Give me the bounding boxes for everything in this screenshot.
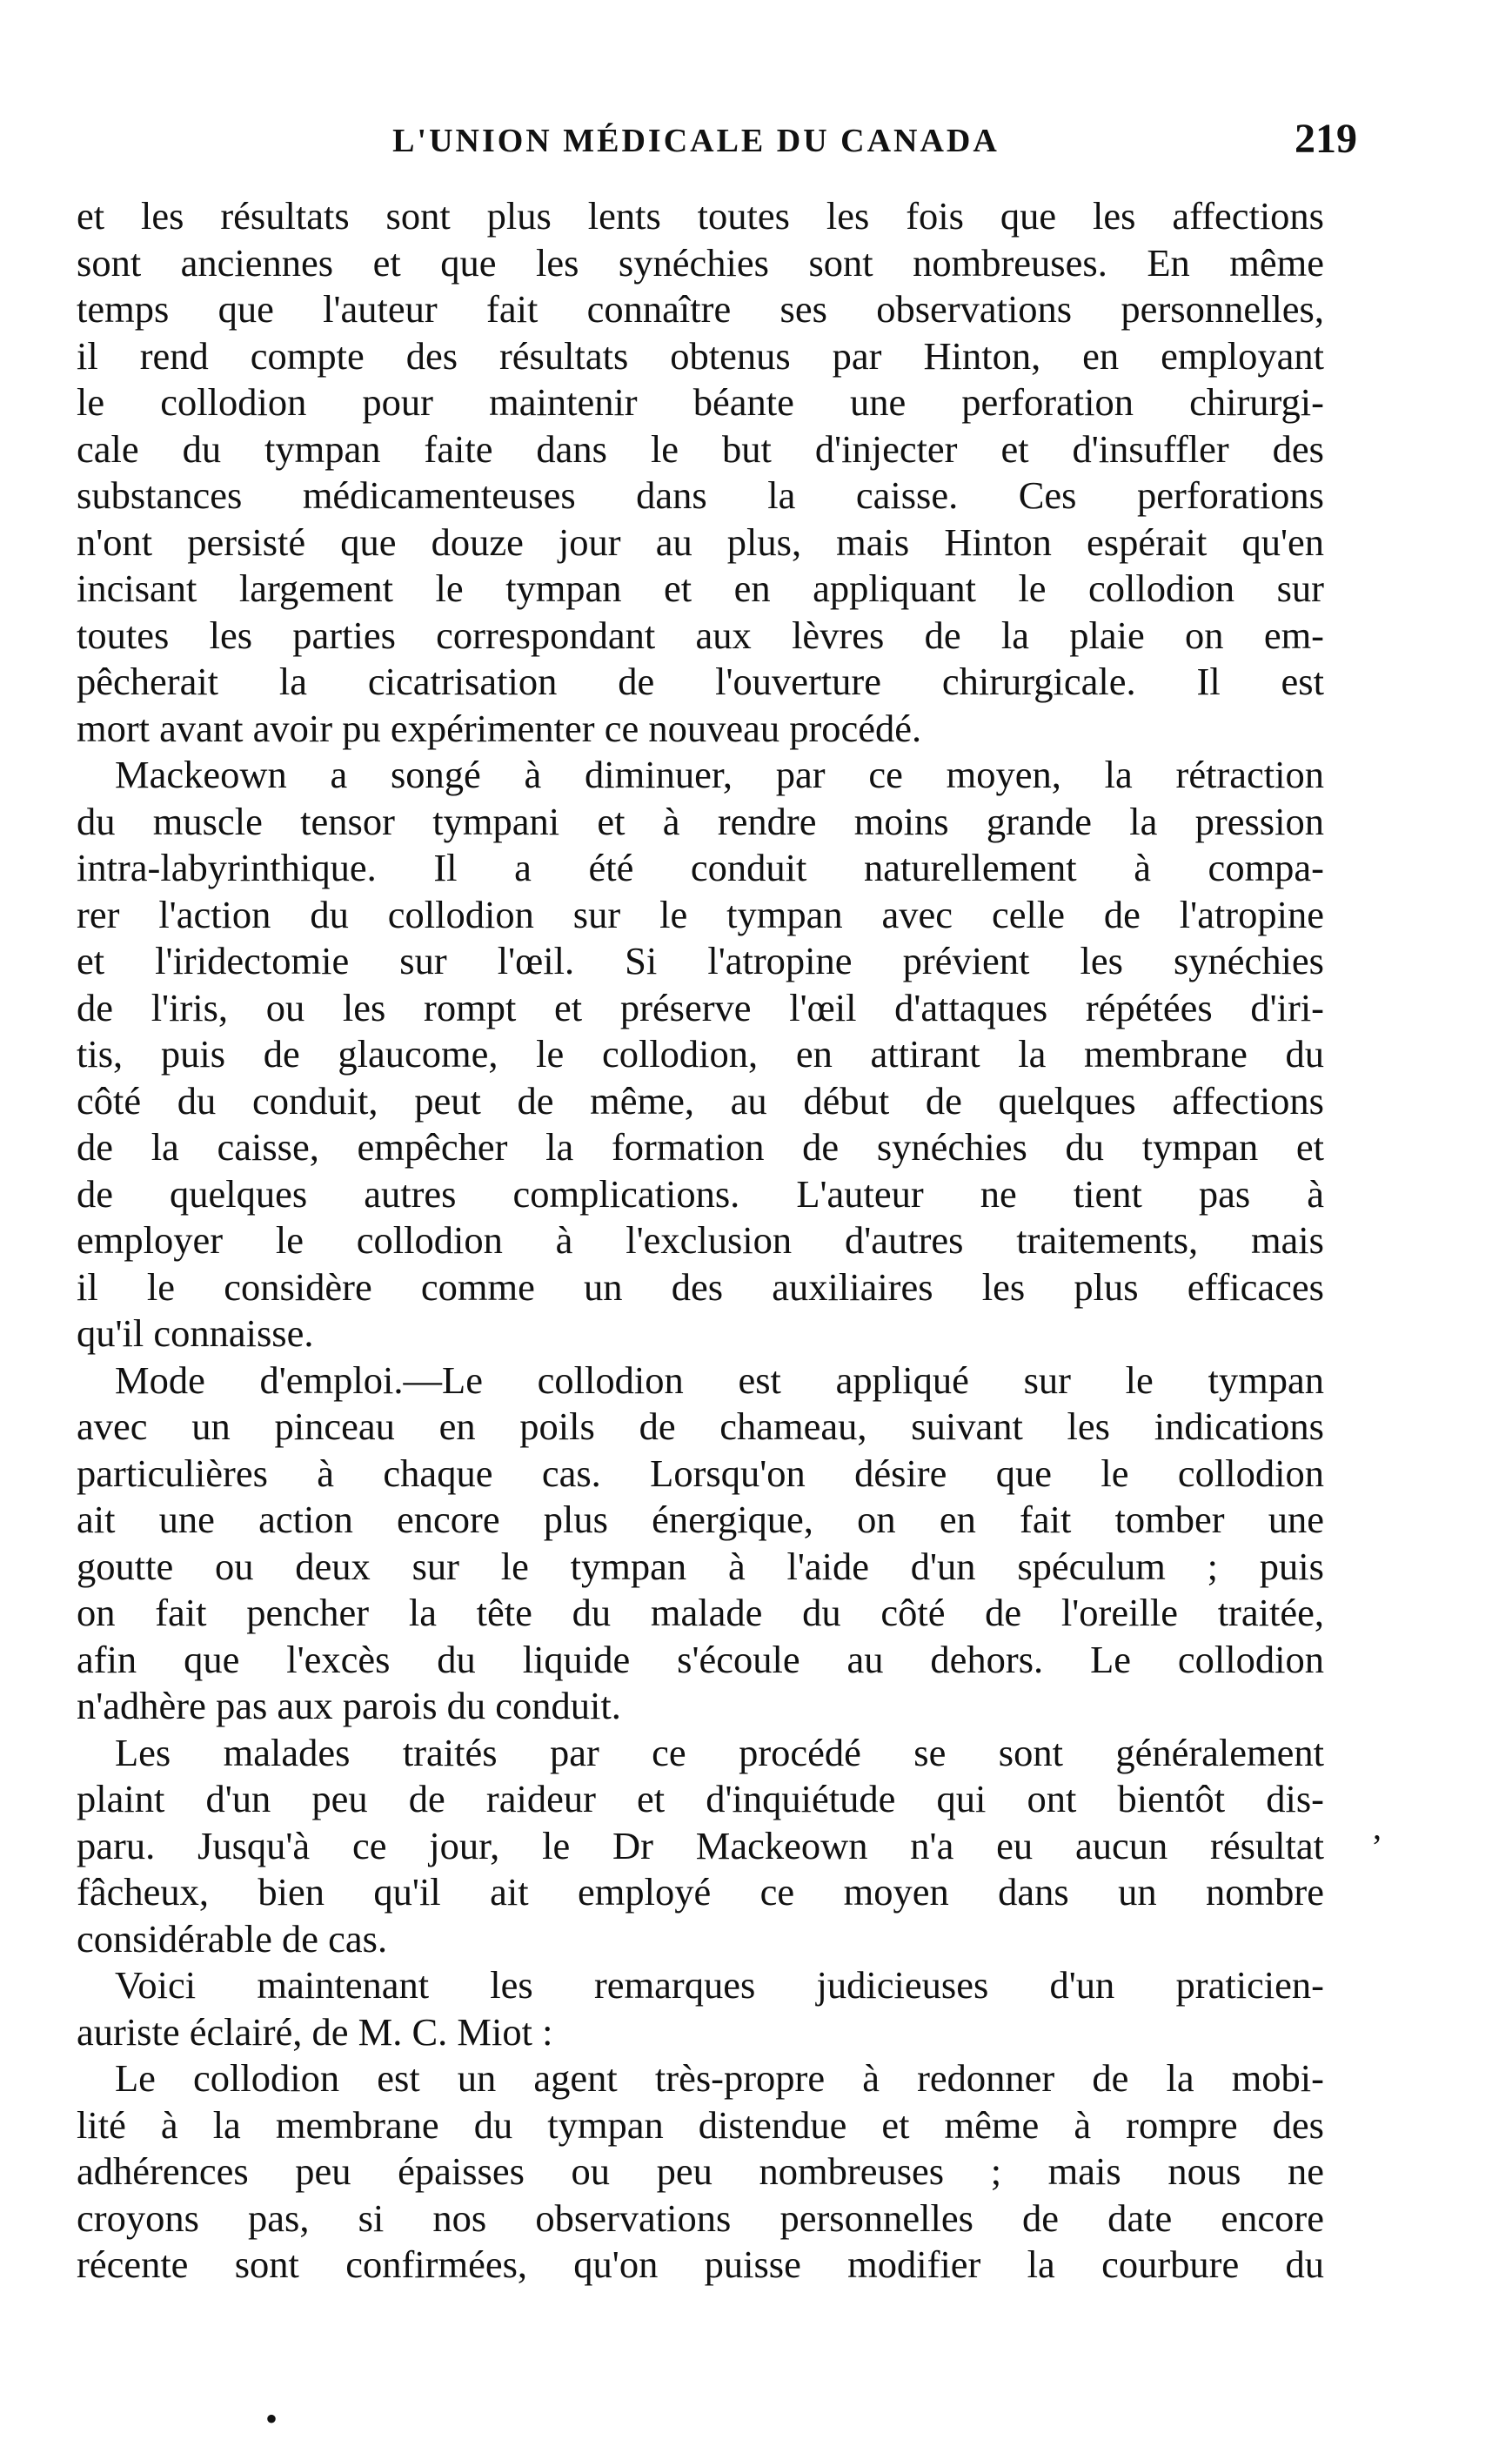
text-line: ait une action encore plus énergique, on en fait tomber une	[77, 1498, 1324, 1541]
text-line: adhérences peu épaisses ou peu nombreuses ; mais nous ne	[77, 2149, 1324, 2193]
text-line: employer le collodion à l'exclusion d'autres traitements, mais	[77, 1218, 1324, 1262]
text-line: de l'iris, ou les rompt et préserve l'œil d'attaques répétées d'iri-	[77, 985, 1324, 1029]
text-line: cale du tympan faite dans le but d'injecter et d'insuffler des	[77, 426, 1324, 471]
text-line: considérable de cas.	[77, 1916, 388, 1961]
text-line: de la caisse, empêcher la formation de synéchies du tympan et	[77, 1125, 1324, 1169]
text-line: paru. Jusqu'à ce jour, le Dr Mackeown n'a eu aucun résultat	[77, 1823, 1324, 1867]
text-line: il le considère comme un des auxiliaires les plus efficaces	[77, 1264, 1324, 1309]
text-line: sont anciennes et que les synéchies sont nombreuses. En même	[77, 240, 1324, 285]
text-line: de quelques autres complications. L'auteur ne tient pas à	[77, 1171, 1324, 1216]
text-line: fâcheux, bien qu'il ait employé ce moyen dans un nombre	[77, 1870, 1324, 1914]
text-line: substances médicamenteuses dans la caisse. Ces perforations	[77, 473, 1324, 517]
text-line: Mode d'emploi.—Le collodion est appliqué sur le tympan	[115, 1357, 1324, 1402]
text-line: Le collodion est un agent très-propre à redonner de la mobi-	[115, 2056, 1324, 2100]
text-line: n'adhère pas aux parois du conduit.	[77, 1684, 621, 1727]
text-line: et les résultats sont plus lents toutes les fois que les affections	[77, 194, 1324, 238]
text-line: Les malades traités par ce procédé se sont généralement	[115, 1730, 1324, 1774]
text-line: il rend compte des résultats obtenus par Hinton, en employant	[77, 333, 1324, 378]
text-line: tis, puis de glaucome, le collodion, en attirant la membrane du	[77, 1032, 1324, 1076]
text-line: n'ont persisté que douze jour au plus, mais Hinton espérait qu'en	[77, 520, 1324, 564]
text-line: avec un pinceau en poils de chameau, suivant les indications	[77, 1404, 1324, 1448]
text-line: le collodion pour maintenir béante une perforation chirurgi-	[77, 380, 1324, 424]
text-line: auriste éclairé, de M. C. Miot :	[77, 2009, 553, 2054]
body-text	[77, 193, 1324, 2289]
page-number: 219	[1295, 116, 1357, 162]
text-line: toutes les parties correspondant aux lèvres de la plaie on em-	[77, 613, 1324, 657]
text-line: particulières à chaque cas. Lorsqu'on désire que le collodion	[77, 1451, 1324, 1495]
text-line: intra-labyrinthique. Il a été conduit naturellement à compa-	[77, 846, 1324, 889]
text-line: croyons pas, si nos observations personnelles de date encore	[77, 2195, 1324, 2240]
text-line: lité à la membrane du tympan distendue et même à rompre des	[77, 2102, 1324, 2147]
text-line: et l'iridectomie sur l'œil. Si l'atropine prévient les synéchies	[77, 939, 1324, 982]
text-line: côté du conduit, peut de même, au début de quelques affections	[77, 1078, 1324, 1123]
text-line: rer l'action du collodion sur le tympan avec celle de l'atropine	[77, 892, 1324, 936]
text-line: qu'il connaisse.	[77, 1311, 314, 1355]
text-line: on fait pencher la tête du malade du côté de l'oreille traitée,	[77, 1591, 1324, 1634]
text-line: Voici maintenant les remarques judicieuses d'un praticien-	[115, 1963, 1324, 2007]
text-line: récente sont confirmées, qu'on puisse modifier la courbure du	[77, 2242, 1324, 2286]
text-line: goutte ou deux sur le tympan à l'aide d'un spéculum ; puis	[77, 1544, 1324, 1588]
text-line: du muscle tensor tympani et à rendre moins grande la pression	[77, 799, 1324, 843]
text-line: temps que l'auteur fait connaître ses observations personnelles,	[77, 287, 1324, 331]
stray-comma-mark: ,	[1373, 1807, 1382, 1847]
text-line: afin que l'excès du liquide s'écoule au dehors. Le collodion	[77, 1637, 1324, 1681]
text-line: Mackeown a songé à diminuer, par ce moyen, la rétraction	[115, 753, 1324, 796]
text-line: pêcherait la cicatrisation de l'ouverture chirurgicale. Il est	[77, 660, 1324, 703]
running-title: L'UNION MÉDICALE DU CANADA	[392, 123, 1000, 159]
text-line: incisant largement le tympan et en appliquant le collodion sur	[77, 566, 1324, 610]
stray-dot-mark: •	[265, 2399, 278, 2438]
text-line: mort avant avoir pu expérimenter ce nouveau procédé.	[77, 706, 922, 750]
text-line: plaint d'un peu de raideur et d'inquiétude qui ont bientôt dis-	[77, 1777, 1324, 1820]
